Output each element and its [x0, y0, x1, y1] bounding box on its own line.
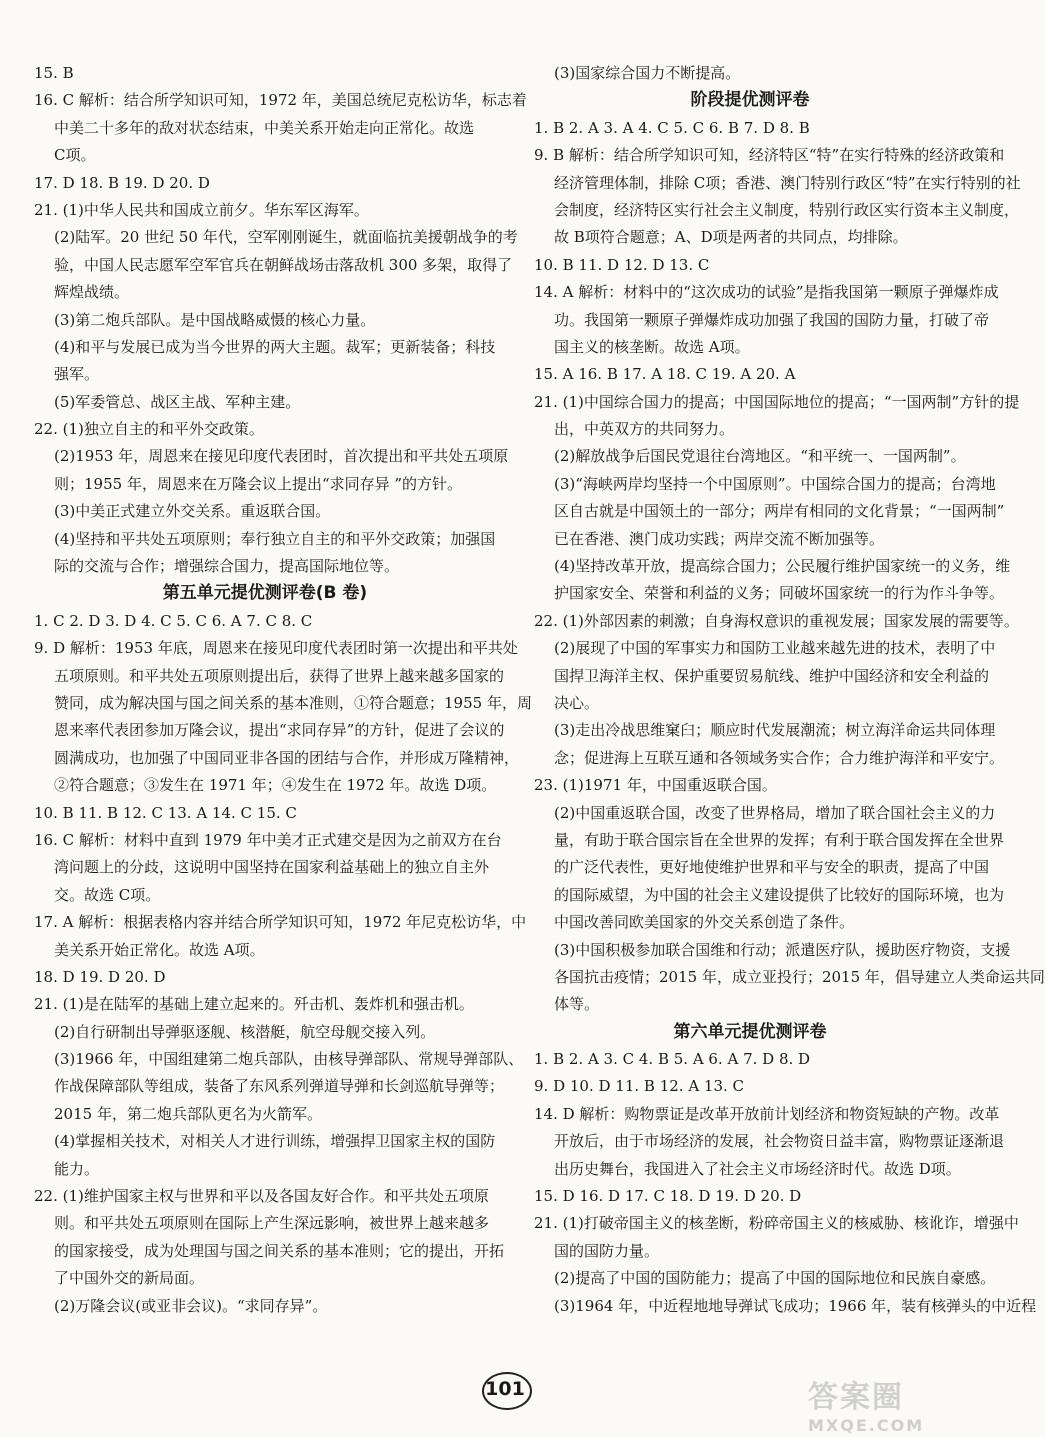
text-line: (3)走出冷战思维窠臼；顺应时代发展潮流；树立海洋命运共同体理 [554, 721, 996, 740]
text-line: (3)1966 年，中国组建第二炮兵部队，由核导弹部队、常规导弹部队、 [54, 1050, 524, 1069]
text-line: 会制度，经济特区实行社会主义制度，特别行政区实行资本主义制度， [554, 200, 1020, 219]
text-line: 国的国防力量。 [554, 1241, 660, 1260]
text-line: 中国改善同欧美国家的外交关系创造了条件。 [554, 913, 855, 932]
text-line: (4)掌握相关技术，对相关人才进行训练，增强捍卫国家主权的国防 [54, 1132, 496, 1151]
text-line: 功。我国第一颗原子弹爆炸成功加强了我国的国防力量，打破了帝 [554, 310, 990, 329]
text-line: 了中国外交的新局面。 [54, 1269, 205, 1288]
text-line: 的广泛代表性，更好地使维护世界和平与安全的职责，提高了中国 [554, 858, 990, 877]
text-line: 15. B [34, 64, 74, 82]
text-line: (3)中国积极参加联合国维和行动；派遣医疗队，援助医疗物资，支援 [554, 940, 1011, 959]
text-line: 圆满成功，也加强了中国同亚非各国的团结与合作，并形成万隆精神， [54, 748, 520, 767]
text-line: (4)和平与发展已成为当今世界的两大主题。裁军；更新装备；科技 [54, 337, 496, 356]
text-line: 能力。 [54, 1159, 100, 1178]
text-line: 22. (1)外部因素的刺激；自身海权意识的重视发展；国家发展的需要等。 [534, 611, 1019, 630]
text-line: 出，中英双方的共同努力。 [554, 420, 735, 439]
text-line: (2)万隆会议(或亚非会议)。“求同存异”。 [54, 1296, 328, 1315]
text-line: (4)坚持和平共处五项原则；奉行独立自主的和平外交政策；加强国 [54, 529, 496, 548]
text-line: 9. D 解析：1953 年底，周恩来在接见印度代表团时第一次提出和平共处 [34, 639, 518, 658]
text-line: 际的交流与合作；增强综合国力，提高国际地位等。 [54, 557, 400, 576]
text-line: 交。故选 C项。 [54, 885, 161, 904]
text-line: 各国抗击疫情；2015 年，成立亚投行；2015 年，倡导建立人类命运共同 [554, 967, 1045, 986]
text-line: (3)国家综合国力不断提高。 [554, 64, 741, 82]
text-line: 21. (1)是在陆军的基础上建立起来的。歼击机、轰炸机和强击机。 [34, 995, 474, 1014]
text-line: (3)中美正式建立外交关系。重返联合国。 [54, 502, 331, 521]
text-line: 23. (1)1971 年，中国重返联合国。 [534, 776, 777, 795]
text-line: 念；促进海上互联互通和各领域务实合作；合力维护海洋和平安宁。 [554, 748, 1005, 767]
page-number: 101 [485, 1378, 525, 1400]
text-line: 决心。 [554, 693, 600, 712]
text-line: (2)1953 年，周恩来在接见印度代表团时，首次提出和平共处五项原 [54, 447, 509, 466]
section-heading: 阶段提优测评卷 [690, 90, 810, 111]
text-line: 10. B 11. B 12. C 13. A 14. C 15. C [34, 803, 297, 822]
watermark-url: MXQE.COM [808, 1416, 925, 1435]
text-line: (2)自行研制出导弹驱逐舰、核潜艇，航空母舰交接入列。 [54, 1022, 436, 1041]
text-line: 1. B 2. A 3. C 4. B 5. A 6. A 7. D 8. D [534, 1050, 811, 1069]
text-line: C项。 [54, 146, 96, 165]
text-line: (3)1964 年，中近程地地导弹试飞成功；1966 年，装有核弹头的中近程 [554, 1296, 1037, 1315]
text-line: 美关系开始正常化。故选 A项。 [54, 940, 265, 959]
text-line: 则；1955 年，周恩来在万隆会议上提出“求同存异 ”的方针。 [54, 474, 463, 493]
text-line: 开放后，由于市场经济的发展，社会物资日益丰富，购物票证逐渐退 [554, 1132, 1005, 1151]
text-line: 16. C 解析：材料中直到 1979 年中美才正式建交是因为之前双方在台 [34, 830, 502, 849]
section-heading: 第五单元提优测评卷(B 卷) [162, 583, 368, 604]
text-line: 经济管理体制，排除 C项；香港、澳门特别行政区“特”在实行特别的社 [554, 173, 1021, 192]
text-line: 22. (1)独立自主的和平外交政策。 [34, 420, 264, 439]
text-line: 已在香港、澳门成功实践；两岸交流不断加强等。 [554, 529, 885, 548]
text-line: 护国家安全、荣誉和利益的义务；同破坏国家统一的行为作斗争等。 [554, 584, 1005, 603]
text-line: 22. (1)维护国家主权与世界和平以及各国友好合作。和平共处五项原 [34, 1187, 489, 1206]
watermark-title: 答案圈 [808, 1380, 904, 1415]
text-line: 中美二十多年的敌对状态结束，中美关系开始走向正常化。故选 [54, 118, 475, 137]
text-line: 16. C 解析：结合所学知识可知，1972 年，美国总统尼克松访华，标志着 [34, 91, 527, 110]
text-line: (2)提高了中国的国防能力；提高了中国的国际地位和民族自豪感。 [554, 1269, 996, 1288]
watermark [808, 1372, 988, 1435]
text-line: 15. D 16. D 17. C 18. D 19. D 20. D [534, 1187, 802, 1206]
text-line: 21. (1)中华人民共和国成立前夕。华东军区海军。 [34, 200, 369, 219]
text-line: 1. B 2. A 3. A 4. C 5. C 6. B 7. D 8. B [534, 118, 810, 137]
text-line: 的国际威望，为中国的社会主义建设提供了比较好的国际环境，也为 [554, 885, 1005, 904]
text-line: 21. (1)中国综合国力的提高；中国国际地位的提高；“一国两制”方针的提 [534, 392, 1020, 411]
left-column [34, 60, 532, 1320]
text-line: (3)第二炮兵部队。是中国战略威慑的核心力量。 [54, 310, 376, 329]
text-line: (5)军委管总、战区主战、军种主建。 [54, 392, 301, 411]
text-line: 国主义的核垄断。故选 A项。 [554, 337, 750, 356]
text-line: 故 B项符合题意；A、D项是两者的共同点，均排除。 [554, 228, 908, 247]
text-line: 18. D 19. D 20. D [34, 967, 166, 986]
text-line: ②符合题意；③发生在 1971 年；④发生在 1972 年。故选 D项。 [54, 776, 497, 795]
text-line: (4)坚持改革开放，提高综合国力；公民履行维护国家统一的义务，维 [554, 557, 1011, 576]
text-line: 15. A 16. B 17. A 18. C 19. A 20. A [534, 365, 796, 384]
text-line: 1. C 2. D 3. D 4. C 5. C 6. A 7. C 8. C [34, 611, 313, 630]
text-line: 10. B 11. D 12. D 13. C [534, 255, 710, 274]
text-line: 五项原则。和平共处五项原则提出后，获得了世界上越来越多国家的 [54, 666, 505, 685]
text-line: (2)中国重返联合国，改变了世界格局，增加了联合国社会主义的力 [554, 803, 996, 822]
text-line: 出历史舞台，我国进入了社会主义市场经济时代。故选 D项。 [554, 1159, 961, 1178]
text-line: 的国家接受，成为处理国与国之间关系的基本准则；它的提出，开拓 [54, 1241, 505, 1260]
text-line: (2)展现了中国的军事实力和国防工业越来越先进的技术，表明了中 [554, 639, 996, 658]
text-line: 9. D 10. D 11. B 12. A 13. C [534, 1077, 745, 1096]
text-line: 湾问题上的分歧，这说明中国坚持在国家利益基础上的独立自主外 [54, 858, 490, 877]
text-line: 2015 年，第二炮兵部队更名为火箭军。 [54, 1104, 322, 1123]
page-number-badge [478, 1370, 538, 1410]
text-line: 国捍卫海洋主权、保护重要贸易航线、维护中国经济和安全利益的 [554, 666, 990, 685]
text-line: (2)陆军。20 世纪 50 年代，空军刚刚诞生，就面临抗美援朝战争的考 [54, 228, 518, 247]
section-heading: 第六单元提优测评卷 [673, 1021, 827, 1042]
text-line: 区自古就是中国领土的一部分；两岸有相同的文化背景；“一国两制” [554, 502, 1005, 521]
text-line: 14. A 解析：材料中的“这次成功的试验”是指我国第一颗原子弹爆炸成 [534, 283, 999, 302]
text-line: 17. A 解析：根据表格内容并结合所学知识可知，1972 年尼克松访华，中 [34, 913, 527, 932]
text-line: 量，有助于联合国宗旨在全世界的发挥；有利于联合国发挥在全世界 [554, 830, 1005, 849]
text-line: 强军。 [54, 365, 100, 384]
text-line: 21. (1)打破帝国主义的核垄断，粉碎帝国主义的核威胁、核讹诈，增强中 [534, 1214, 1019, 1233]
text-line: (2)解放战争后国民党退往台湾地区。“和平统一、一国两制”。 [554, 447, 966, 466]
right-column [534, 60, 1045, 1320]
text-line: 9. B 解析：结合所学知识可知，经济特区“特”在实行特殊的经济政策和 [534, 146, 1005, 165]
text-line: 17. D 18. B 19. D 20. D [34, 173, 210, 192]
text-line: 14. D 解析：购物票证是改革开放前计划经济和物资短缺的产物。改革 [534, 1104, 1000, 1123]
text-line: 恩来率代表团参加万隆会议，提出“求同存异”的方针，促进了会议的 [54, 721, 505, 740]
text-line: (3)“海峡两岸均坚持一个中国原则”。中国综合国力的提高；台湾地 [554, 474, 996, 493]
text-line: 赞同，成为解决国与国之间关系的基本准则，①符合题意；1955 年，周 [54, 693, 532, 712]
text-line: 体等。 [554, 995, 600, 1014]
text-line: 辉煌战绩。 [54, 283, 130, 302]
text-line: 验，中国人民志愿军空军官兵在朝鲜战场击落敌机 300 多架，取得了 [54, 255, 513, 274]
text-line: 作战保障部队等组成，装备了东风系列弹道导弹和长剑巡航导弹等； [54, 1077, 505, 1096]
text-line: 则。和平共处五项原则在国际上产生深远影响，被世界上越来越多 [54, 1214, 490, 1233]
